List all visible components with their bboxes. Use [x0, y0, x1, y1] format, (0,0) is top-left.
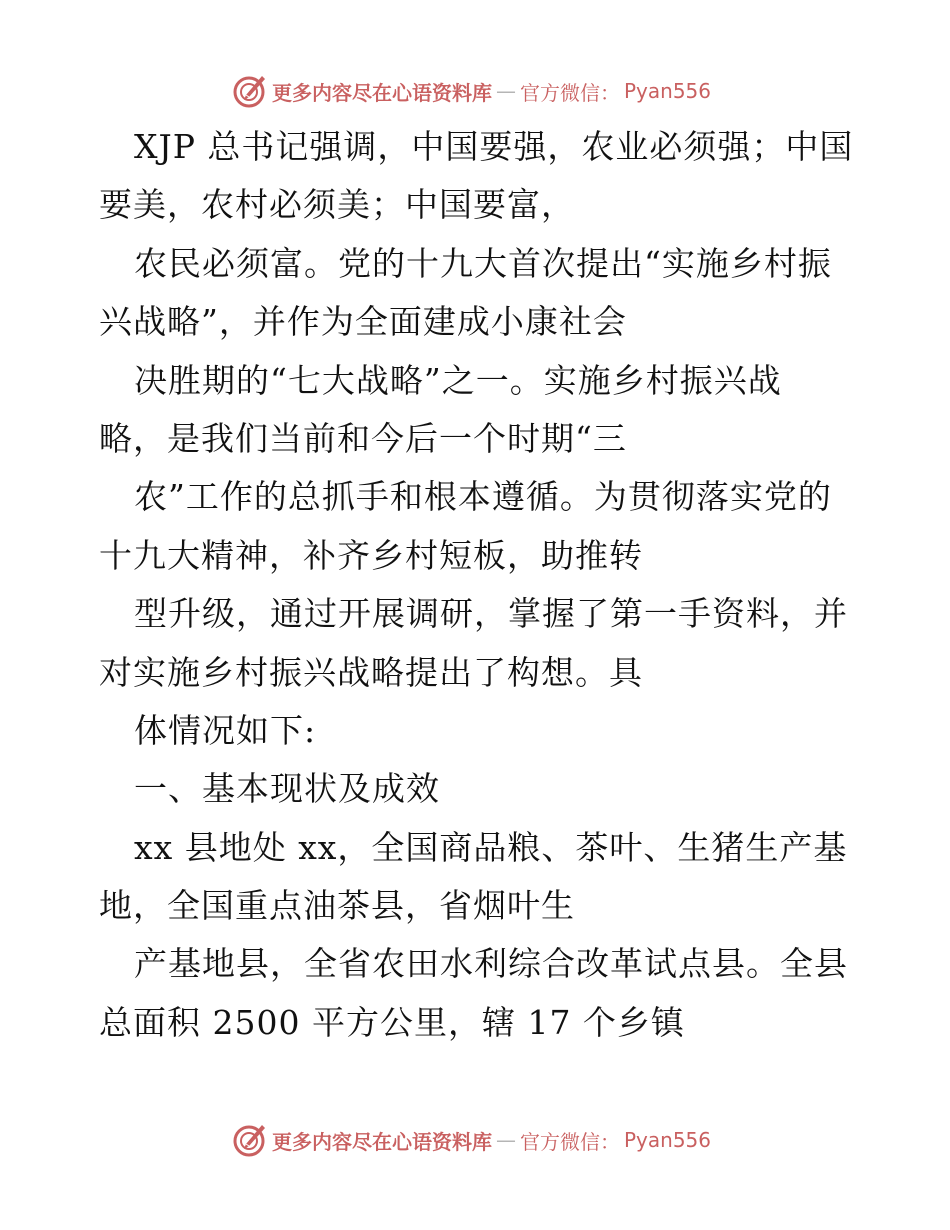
banner-dash: —	[496, 79, 516, 103]
text-line-14: 地，全国重点油茶县，省烟叶生	[99, 886, 575, 926]
document-body	[99, 118, 859, 1052]
section-heading: 一、基本现状及成效	[134, 769, 440, 809]
text-line-10: 对实施乡村振兴战略提出了构想。具	[99, 652, 643, 692]
text-line-5: 决胜期的“七大战略”之一。实施乡村振兴战	[134, 360, 782, 400]
text-line-8: 十九大精神，补齐乡村短板，助推转	[99, 535, 643, 575]
text-line-9: 型升级，通过开展调研，掌握了第一手资料，并	[134, 594, 848, 634]
quill-pen-logo-icon	[232, 1122, 268, 1158]
text-line-11: 体情况如下:	[134, 710, 317, 750]
text-line-6: 略，是我们当前和今后一个时期“三	[99, 418, 627, 458]
text-line-1: XJP 总书记强调，中国要强，农业必须强；中国	[134, 127, 854, 166]
text-line-16: 总面积 2500 平方公里，辖 17 个乡镇	[99, 1002, 685, 1042]
banner-main-text: 更多内容尽在心语资料库	[272, 80, 492, 105]
footer-banner	[232, 1120, 711, 1160]
text-line-2: 要美，农村必须美；中国要富，	[99, 185, 575, 225]
text-line-3: 农民必须富。党的十九大首次提出“实施乡村振	[134, 243, 832, 283]
text-line-13: xx 县地处 xx，全国商品粮、茶叶、生猪生产基	[134, 827, 848, 867]
quill-pen-logo-icon	[232, 73, 268, 109]
text-line-15: 产基地县，全省农田水利综合改革试点县。全县	[134, 944, 848, 984]
banner-dash: —	[496, 1128, 516, 1152]
banner-main-text: 更多内容尽在心语资料库	[272, 1129, 492, 1154]
text-line-4: 兴战略”，并作为全面建成小康社会	[99, 302, 627, 342]
banner-wechat-label: 官方微信：	[520, 80, 620, 105]
banner-wechat-id: Pyan556	[624, 1128, 712, 1152]
banner-wechat-label: 官方微信：	[520, 1129, 620, 1154]
banner-wechat-id: Pyan556	[624, 79, 712, 103]
header-banner	[232, 71, 711, 111]
text-line-7: 农”工作的总抓手和根本遵循。为贯彻落实党的	[134, 477, 832, 517]
